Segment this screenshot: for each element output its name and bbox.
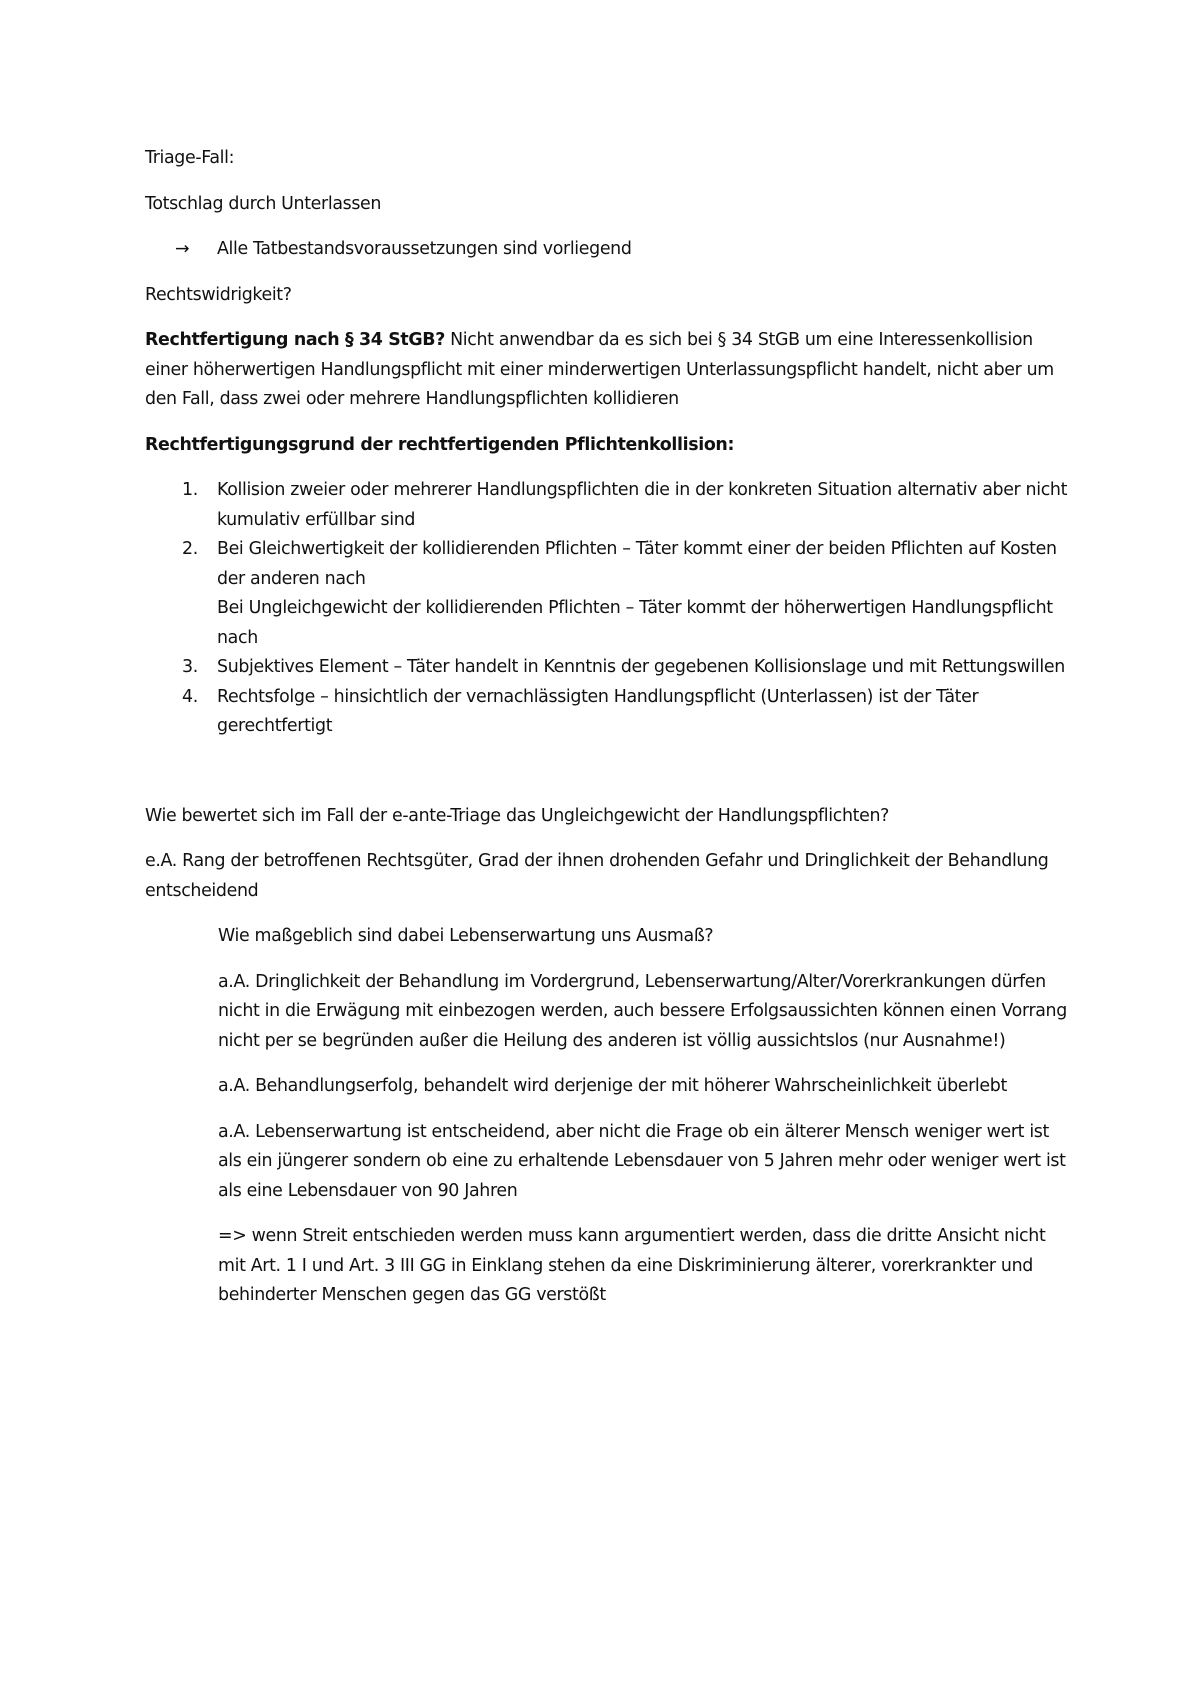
list-number: 4.: [182, 686, 198, 707]
opinion-ea-rang: e.A. Rang der betroffenen Rechtsgüter, Grad der ihnen drohenden Gefahr und Dringlichkeit der Behandlung entscheidend: [145, 851, 1049, 901]
list-item: [145, 683, 1070, 742]
question-lebenserwartung: Wie maßgeblich sind dabei Lebenserwartung uns Ausmaß?: [218, 926, 714, 946]
document-body: [145, 144, 1070, 1327]
rechtfertigung-34-paragraph: [145, 326, 1070, 415]
opinion-aa-lebenserwartung: a.A. Lebenserwartung ist entscheidend, aber nicht die Frage ob ein älterer Mensch weniger wert ist als ein jüngerer sondern ob eine zu erhaltende Lebensdauer von 5 Jahren mehr oder weniger wert ist als eine Lebensdauer von 90 Jahren: [218, 1121, 1066, 1201]
list-item-text: Kollision zweier oder mehrerer Handlungspflichten die in der konkreten Situation alternativ aber nicht kumulativ erfüllbar sind: [217, 480, 1068, 530]
arrow-right-icon: →: [175, 239, 190, 259]
rechtswidrigkeit-question: Rechtswidrigkeit?: [145, 284, 292, 305]
list-item-text: Rechtsfolge – hinsichtlich der vernachlässigten Handlungspflicht (Unterlassen) ist der Täter gerechtfertigt: [217, 686, 979, 736]
rechtfertigung-34-label: Rechtfertigung nach § 34 StGB?: [145, 330, 445, 350]
rechtfertigungsgrund-heading-text: Rechtfertigungsgrund der rechtfertigenden Pflichtenkollision:: [145, 434, 735, 455]
arrow-bullet: [175, 235, 1070, 265]
rechtfertigung-34-text: Nicht anwendbar da es sich bei § 34 StGB um eine Interessenkollision einer höherwertigen Handlungspflicht mit einer minderwertigen Unterlassungspflicht handelt, nicht aber um den Fall, dass zwei oder mehrere Handlungspflichten kollidieren: [145, 330, 1054, 409]
criteria-list: [145, 476, 1070, 742]
list-item: [145, 476, 1070, 535]
opinion-aa-dringlichkeit: a.A. Dringlichkeit der Behandlung im Vordergrund, Lebenserwartung/Alter/Vorerkrankungen dürfen nicht in die Erwägung mit einbezogen werden, auch bessere Erfolgsaussichten können einen Vorrang nicht per se begründen außer die Heilung des anderen ist völlig aussichtslos (nur Ausnahme!): [218, 971, 1067, 1051]
list-item-text: Bei Gleichwertigkeit der kollidierenden Pflichten – Täter kommt einer der beiden Pflichten auf Kosten der anderen nach: [217, 539, 1057, 589]
list-number: 3.: [182, 657, 198, 677]
list-number: 1.: [182, 480, 198, 500]
heading-triage-fall: Triage-Fall:: [145, 148, 235, 168]
list-item-text: Subjektives Element – Täter handelt in Kenntnis der gegebenen Kollisionslage und mit Rettungswillen: [217, 657, 1065, 677]
list-item-text: Bei Ungleichgewicht der kollidierenden Pflichten – Täter kommt der höherwertigen Handlungspflicht nach: [217, 598, 1053, 648]
question-ex-ante-triage: Wie bewertet sich im Fall der e-ante-Triage das Ungleichgewicht der Handlungspflichten?: [145, 805, 889, 826]
list-number: 2.: [182, 539, 198, 559]
heading-totschlag: Totschlag durch Unterlassen: [145, 193, 382, 214]
conclusion-paragraph: => wenn Streit entschieden werden muss kann argumentiert werden, dass die dritte Ansicht nicht mit Art. 1 I und Art. 3 III GG in Einklang stehen da eine Diskriminierung älterer, vorerkrankter und behinderter Menschen gegen das GG verstößt: [218, 1226, 1046, 1305]
list-item: [145, 653, 1070, 683]
opinion-aa-behandlungserfolg: a.A. Behandlungserfolg, behandelt wird derjenige der mit höherer Wahrscheinlichkeit überlebt: [218, 1076, 1007, 1096]
rechtfertigungsgrund-heading: [145, 431, 1070, 461]
list-item: [145, 535, 1070, 653]
arrow-bullet-text: Alle Tatbestandsvoraussetzungen sind vorliegend: [217, 239, 632, 259]
